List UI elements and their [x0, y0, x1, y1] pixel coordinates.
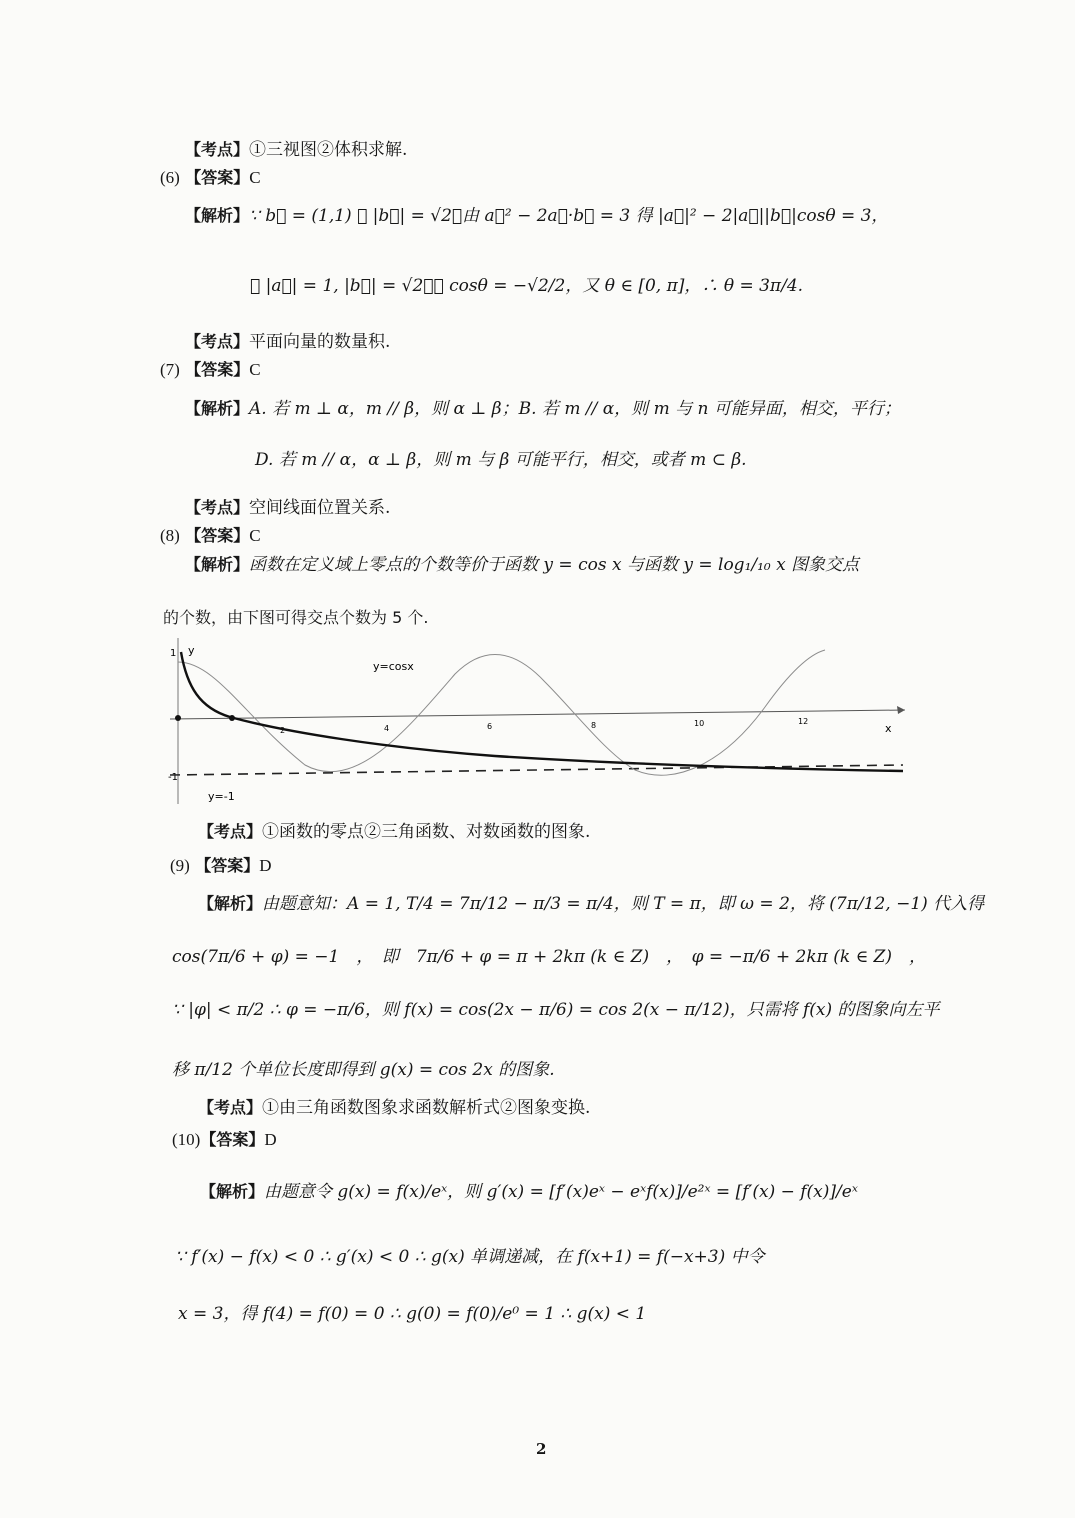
line-2: 【解析】∵ b⃗ = (1,1) ∴ |b⃗| = √2，由 a⃗² − 2a⃗·b⃗ = 3 得 |a⃗|² − 2|a⃗||b⃗|cosθ = 3，: [185, 206, 889, 226]
line-20: 【解析】由题意令 g(x) = f(x)/eˣ，则 g′(x) = [f′(x)eˣ − eˣf(x)]/e²ˣ = [f′(x) − f(x)]/eˣ: [200, 1182, 858, 1202]
x-tick-10: 10: [694, 719, 705, 728]
jiexi-tag: 【解析】: [185, 399, 250, 418]
line-5: (7) 【答案】C: [160, 360, 261, 379]
line-13: (9) 【答案】D: [170, 856, 272, 875]
x-tick-12: 12: [798, 717, 809, 726]
x-axis: [170, 710, 905, 719]
answer-tag: 【答案】: [195, 856, 260, 875]
line-14: 【解析】由题意知：A = 1, T/4 = 7π/12 − π/3 = π/4，则 T = π，即 ω = 2，将 (7π/12, −1) 代入得: [198, 894, 985, 914]
line-7: D. 若 m // α，α ⊥ β，则 m 与 β 可能平行，相交，或者 m ⊂ β.: [255, 450, 747, 470]
y-bottom-tick: -1: [168, 772, 178, 783]
jiexi-tag: 【解析】: [200, 1182, 265, 1201]
x-tick-8: 8: [591, 721, 597, 730]
kaodian-tag: 【考点】: [185, 332, 250, 351]
answer-tag: 【答案】: [185, 526, 250, 545]
asymptote-line: [170, 765, 903, 775]
jiexi-tag: 【解析】: [185, 206, 250, 225]
x-tick-2: 2: [280, 726, 286, 735]
intersection-point: [229, 715, 235, 721]
answer-tag: 【答案】: [185, 360, 250, 379]
x-tick-6: 6: [487, 722, 493, 731]
origin-dot: [175, 715, 181, 721]
x-axis-label: x: [885, 722, 892, 735]
line-4: 【考点】平面向量的数量积.: [185, 332, 391, 352]
kaodian-tag: 【考点】: [185, 498, 250, 517]
line-18: 【考点】①由三角函数图象求函数解析式②图象变换.: [198, 1098, 591, 1118]
cos-log-graph: [165, 632, 910, 807]
line-3: ∵ |a⃗| = 1, |b⃗| = √2，∴ cosθ = −√2/2，又 θ ∈ [0, π]，∴ θ = 3π/4.: [250, 276, 804, 296]
line-11: 的个数，由下图可得交点个数为 5 个.: [163, 608, 429, 627]
line-6: 【解析】A. 若 m ⊥ α，m // β，则 α ⊥ β；B. 若 m // α，则 m 与 n 可能异面，相交，平行；: [185, 399, 901, 419]
kaodian-tag: 【考点】: [185, 140, 250, 159]
jiexi-tag: 【解析】: [198, 894, 263, 913]
line-15: cos(7π/6 + φ) = −1 ， 即 7π/6 + φ = π + 2kπ (k ∈ Z) ， φ = −π/6 + 2kπ (k ∈ Z) ，: [172, 947, 927, 967]
line-16: ∵ |φ| < π/2 ∴ φ = −π/6，则 f(x) = cos(2x − π/6) = cos 2(x − π/12)，只需将 f(x) 的图象向左平: [172, 1000, 940, 1020]
line-8: 【考点】空间线面位置关系.: [185, 498, 391, 518]
answer-tag: 【答案】: [185, 168, 250, 187]
y-top-tick: 1: [170, 648, 177, 659]
line-21: ∵ f′(x) − f(x) < 0 ∴ g′(x) < 0 ∴ g(x) 单调递减，在 f(x+1) = f(−x+3) 中令: [175, 1247, 765, 1267]
y-axis-label: y: [188, 644, 195, 657]
x-axis-arrow: [897, 706, 905, 714]
line-17: 移 π/12 个单位长度即得到 g(x) = cos 2x 的图象.: [172, 1060, 555, 1080]
jiexi-tag: 【解析】: [185, 555, 250, 574]
cos-label: y=cosx: [373, 660, 414, 673]
kaodian-tag: 【考点】: [198, 822, 263, 841]
x-tick-4: 4: [384, 724, 390, 733]
answer-tag: 【答案】: [200, 1130, 265, 1149]
line-22: x = 3，得 f(4) = f(0) = 0 ∴ g(0) = f(0)/e⁰ = 1 ∴ g(x) < 1: [178, 1304, 647, 1324]
line-0: 【考点】①三视图②体积求解.: [185, 140, 408, 160]
page-number: 2: [536, 1440, 547, 1458]
line-12: 【考点】①函数的零点②三角函数、对数函数的图象.: [198, 822, 591, 842]
kaodian-tag: 【考点】: [198, 1098, 263, 1117]
line-9: (8) 【答案】C: [160, 526, 261, 545]
asymptote-label: y=-1: [208, 790, 235, 803]
line-10: 【解析】函数在定义域上零点的个数等价于函数 y = cos x 与函数 y = log₁/₁₀ x 图象交点: [185, 555, 860, 575]
line-19: (10)【答案】D: [172, 1130, 277, 1149]
line-1: (6) 【答案】C: [160, 168, 261, 187]
